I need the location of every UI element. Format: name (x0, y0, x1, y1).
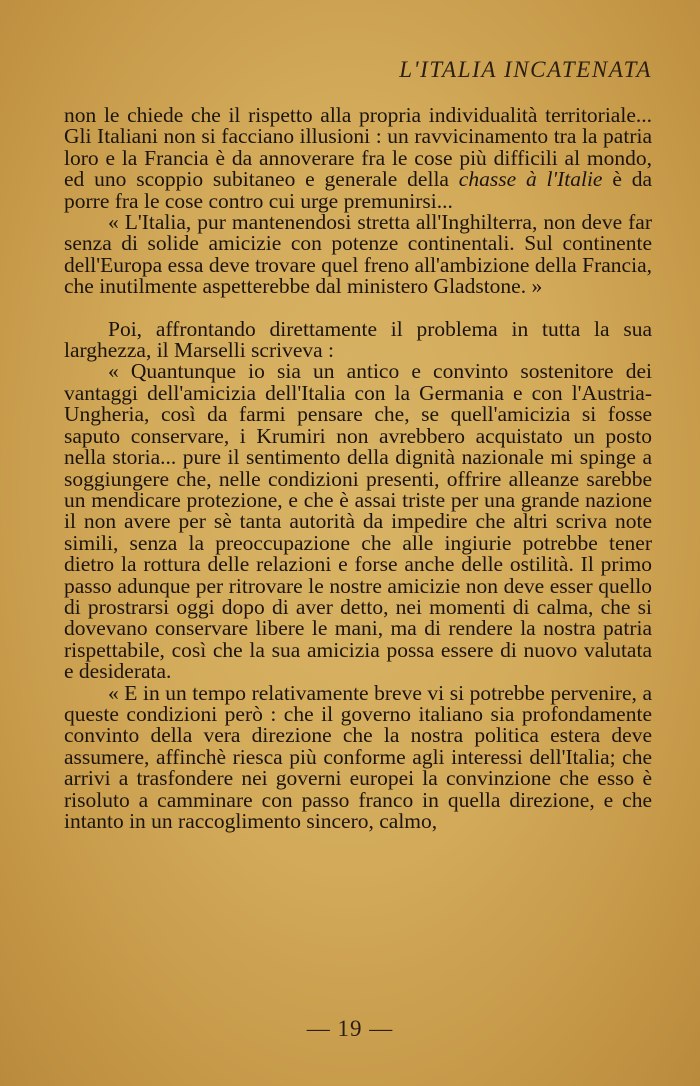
page-number: — 19 — (306, 1016, 394, 1041)
running-head: L'ITALIA INCATENATA (399, 57, 652, 82)
paragraph-4-quote (64, 361, 652, 682)
paragraph-3 (64, 316, 652, 363)
paragraph-1 (64, 105, 652, 212)
text-run: non le chiede che il rispetto alla propria individualità territoriale... Gli Italiani non si facciano illusioni : un ravvicinamento tra la patria loro e la Francia è da annoverare fra le cose più difficili al mondo, ed uno scoppio subitaneo e generale della (64, 103, 652, 192)
text-run: è da porre fra le cose contro cui urge premunirsi... (64, 167, 652, 213)
text-run: « Quantunque io sia un antico e convinto sostenitore dei vantaggi dell'amicizia dell'Italia con la Germania e con l'Austria-Ungheria, così da farmi pensare che, se quell'amicizia si fosse saputo conservare, i Krumiri non avrebbero acquistato un posto nella storia... pure il sentimento della dignità nazionale mi spinge a soggiungere che, nelle condizioni presenti, offrire alleanze sarebbe un mendicare protezione, e che è assai triste per una grande nazione il non avere per sè tanta autorità da impedire che altri scriva note simili, senza la preoccupazione che alle ingiurie potrebbe tener dietro la rottura delle relazioni e forse anche delle ostilità. Il primo passo adunque per ritrovare le nostre amicizie non deve esser quello di prostrarsi oggi dopo di aver detto, nei momenti di calma, che si dovevano conservare libere le mani, ma di rendere la nostra patria rispettabile, così che la sua amicizia possa essere di nuovo valutata e desiderata. (64, 359, 652, 684)
body-text (64, 105, 652, 832)
text-run: « L'Italia, pur mantenendosi stretta all'Inghilterra, non deve far senza di solide amicizie con potenze continentali. Sul continente dell'Europa essa deve trovare quel freno all'ambizione della Francia, che inutilmente aspetterebbe dal ministero Gladstone. » (64, 210, 652, 299)
text-run: Poi, affrontando direttamente il problema in tutta la sua larghezza, il Marselli scriveva : (64, 316, 652, 363)
paragraph-5-quote (64, 680, 652, 833)
text-run: « E in un tempo relativamente breve vi si potrebbe pervenire, a queste condizioni però : che il governo italiano sia profondamente convinto della vera direzione che la nostra politica estera deve assumere, affinchè riesca più conforme agli interessi dell'Italia; che arrivi a trasfondere nei governi europei la convinzione che esso è risoluto a camminare con passo franco in quella direzione, e che intanto in un raccoglimento sincero, calmo, (64, 680, 652, 833)
paragraph-2-quote (64, 212, 652, 298)
italic-phrase: chasse à l'Italie (458, 167, 603, 192)
